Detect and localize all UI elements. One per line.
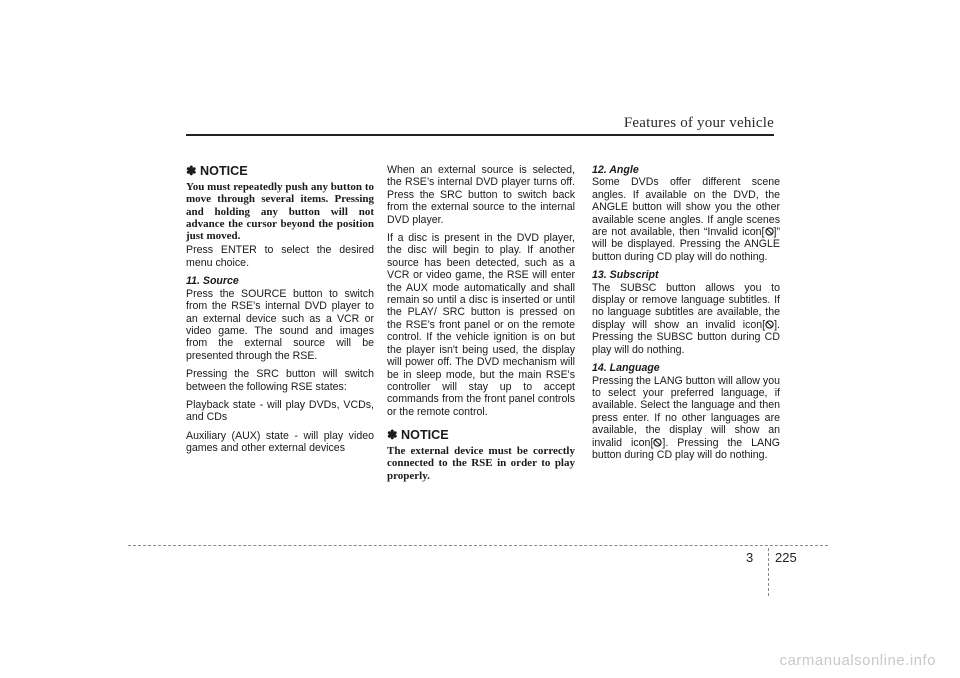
- column-1: [186, 164, 374, 461]
- notice-text: The external device must be correctly connected to the RSE in order to play properly.: [387, 445, 575, 482]
- page-number: 225: [775, 550, 797, 565]
- paragraph-subscript: The SUBSC button allows you to display or remove language subtitles. If no language subtitles are available, the display will show an invalid icon[ ]. Pressing the SUBSC button during CD play will do nothing.: [592, 281, 780, 356]
- paragraph-source: Press the SOURCE button to switch from the RSE’s internal DVD player to an external device such as a VCR or video game. The sound and images from the external source will be presented through the RSE.: [186, 287, 374, 362]
- heading-source: 11. Source: [186, 275, 239, 288]
- notice-text: You must repeatedly push any button to move through several items. Pressing and holding any button will not advance the cursor beyond the position just moved.: [186, 181, 374, 243]
- paragraph-aux: Auxiliary (AUX) state - will play video games and other external devices: [186, 429, 374, 455]
- watermark: carmanualsonline.info: [779, 652, 936, 669]
- section-number: 3: [746, 550, 754, 565]
- paragraph-external: When an external source is selected, the RSE’s internal DVD player turns off. Press the SRC button to switch back from the external source to the internal DVD player.: [387, 164, 575, 226]
- paragraph-language: Pressing the LANG button will allow you to select your preferred language, if available. Select the language and then press enter. If no other languages are available, the display will show an invalid icon[ ]. Pressing the LANG button during CD play will do nothing.: [592, 374, 780, 461]
- notice-heading: ✽ NOTICE: [387, 428, 449, 443]
- paragraph-disc: If a disc is present in the DVD player, the disc will begin to play. If another source has been detected, such as a VCR or video game, the RSE will enter the AUX mode automatically and shall remain so until a disc is inserted or until the PLAY/ SRC button is pressed on the RSE’s front panel or on the remote control. If the vehicle ignition is on but the player isn't being used, the display will power off. The DVD mechanism will be in sleep mode, but the main RSE's controller will stay up to accept commands from the front panel controls or the remote control.: [387, 232, 575, 418]
- notice-heading: ✽ NOTICE: [186, 164, 248, 178]
- header-rule: [186, 134, 774, 136]
- heading-language: 14. Language: [592, 362, 660, 375]
- paragraph-angle: Some DVDs offer different scene angles. If available on the DVD, the ANGLE button will show you the other available scene angles. If angle scenes are not available, then “Invalid icon[ ]” will be displayed. Pressing the ANGLE button during CD play will do nothing.: [592, 176, 780, 263]
- column-3: [592, 164, 780, 467]
- footer-dashed-divider: [768, 548, 769, 596]
- paragraph-playback: Playback state - will play DVDs, VCDs, and CDs: [186, 398, 374, 424]
- heading-subscript: 13. Subscript: [592, 269, 659, 282]
- column-2: [387, 164, 575, 482]
- invalid-icon: [765, 320, 774, 329]
- invalid-icon: [765, 227, 774, 236]
- footer-dashed-rule: [128, 545, 828, 546]
- page-header-title: Features of your vehicle: [623, 115, 774, 131]
- heading-angle: 12. Angle: [592, 164, 639, 176]
- paragraph-enter: Press ENTER to select the desired menu choice.: [186, 244, 374, 269]
- paragraph-src: Pressing the SRC button will switch between the following RSE states:: [186, 368, 374, 393]
